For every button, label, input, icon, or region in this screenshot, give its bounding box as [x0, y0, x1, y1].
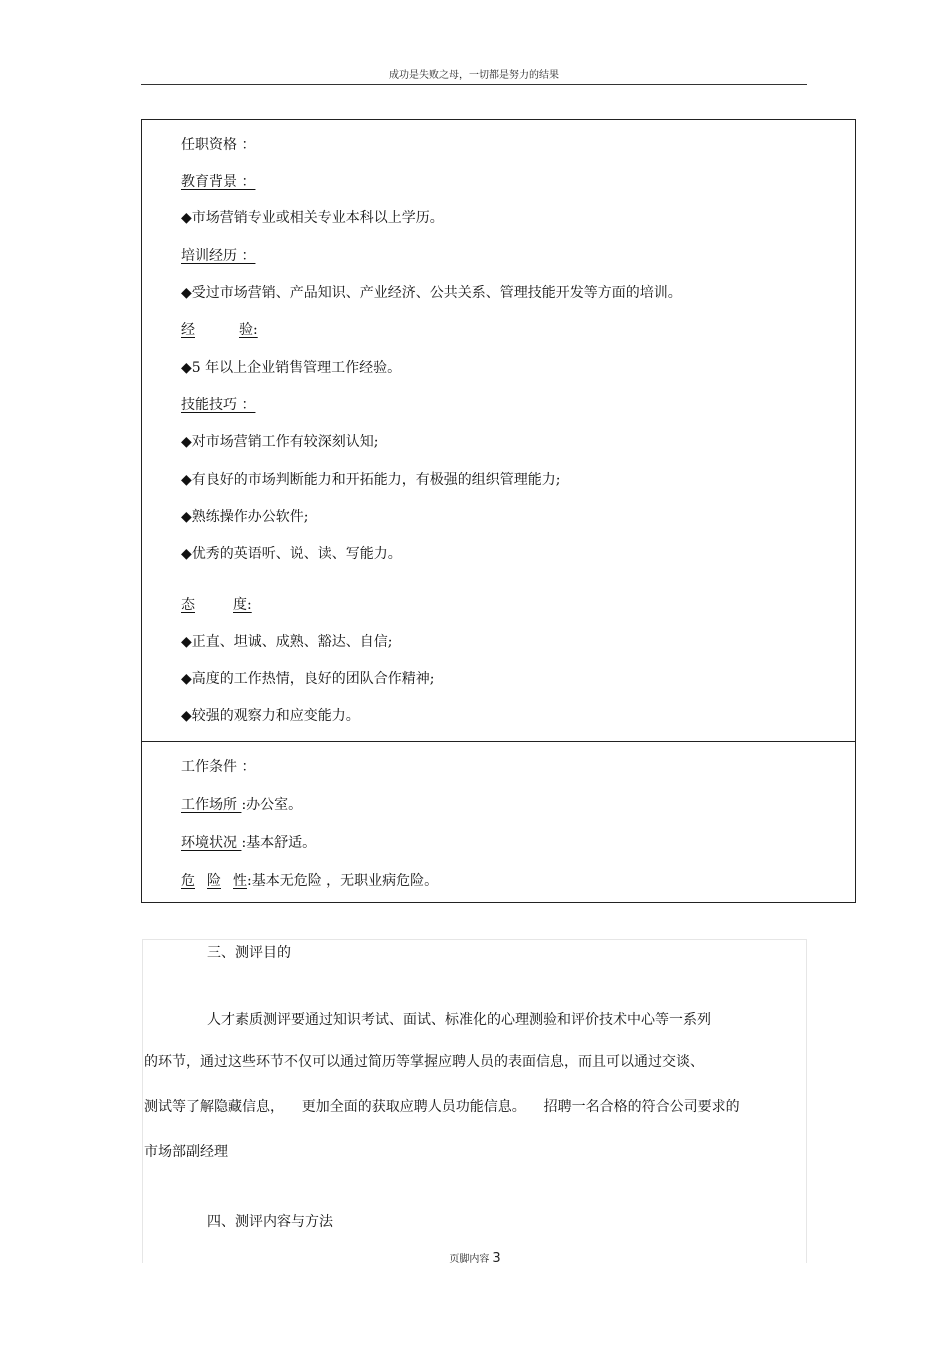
skills-item: ◆熟练操作办公软件;: [181, 509, 309, 525]
page-footer: [0, 1250, 950, 1266]
section3-line: 人才素质测评要通过知识考试、面试、标准化的心理测验和评价技术中心等一系列: [207, 1012, 711, 1028]
risk-label-a: 危: [181, 873, 195, 889]
attitude-item: ◆正直、坦诚、成熟、豁达、自信;: [181, 634, 393, 650]
skills-item: ◆对市场营销工作有较深刻认知;: [181, 434, 379, 450]
section3-line: 的环节，通过这些环节不仅可以通过简历等掌握应聘人员的表面信息，而且可以通过交谈、: [144, 1054, 704, 1070]
attitude-item: ◆高度的工作热情，良好的团队合作精神;: [181, 671, 435, 687]
page-number: 3: [492, 1251, 501, 1266]
place-label: 工作场所: [181, 797, 242, 813]
place-value: :办公室。: [241, 797, 303, 813]
training-label: 培训经历 ：: [181, 248, 256, 264]
risk-value: :基本无危险 ，无职业病危险。: [247, 873, 439, 889]
section3-heading: 三、测评目的: [207, 945, 291, 961]
risk-label-b: 险: [207, 873, 221, 889]
experience-label-a: 经: [181, 322, 195, 338]
environment-label: 环境状况: [181, 835, 242, 851]
qualifications-title: 任职资格 ：: [181, 137, 256, 153]
attitude-label: [181, 596, 252, 614]
experience-item: ◆5 年以上企业销售管理工作经验。: [181, 360, 402, 376]
education-item: ◆市场营销专业或相关专业本科以上学历。: [181, 210, 444, 226]
footer-text: 页脚内容: [449, 1254, 490, 1265]
experience-label: [181, 321, 258, 339]
skills-label: 技能技巧 ：: [181, 397, 256, 413]
section-body: [142, 939, 807, 1263]
skills-item: ◆优秀的英语听、说、读、写能力。: [181, 546, 402, 562]
section4-heading: 四、测评内容与方法: [207, 1214, 333, 1230]
environment-row: [181, 834, 316, 852]
conditions-title: 工作条件 ：: [181, 759, 256, 775]
training-item: ◆受过市场营销、产品知识、产业经济、公共关系、管理技能开发等方面的培训。: [181, 285, 682, 301]
header-rule: [141, 84, 807, 85]
skills-item: ◆有良好的市场判断能力和开拓能力，有极强的组织管理能力;: [181, 472, 561, 488]
page-header: 成功是失败之母，一切都是努力的结果: [389, 70, 559, 81]
risk-label: [181, 873, 247, 889]
risk-label-c: 性: [233, 873, 247, 889]
attitude-label-a: 态: [181, 597, 195, 613]
section3-line: 市场部副经理: [144, 1144, 228, 1160]
experience-label-b: 验:: [239, 322, 258, 338]
section3-line: 测试等了解隐藏信息， 更加全面的获取应聘人员功能信息。 招聘一名合格的符合公司要求的: [144, 1099, 740, 1115]
attitude-item: ◆较强的观察力和应变能力。: [181, 708, 360, 724]
risk-row: [181, 872, 438, 890]
attitude-label-b: 度:: [233, 597, 252, 613]
environment-value: :基本舒适。: [241, 835, 317, 851]
education-label: 教育背景 ：: [181, 174, 256, 190]
conditions-box: [141, 741, 856, 903]
qualifications-box: [141, 119, 856, 742]
place-row: [181, 796, 302, 814]
